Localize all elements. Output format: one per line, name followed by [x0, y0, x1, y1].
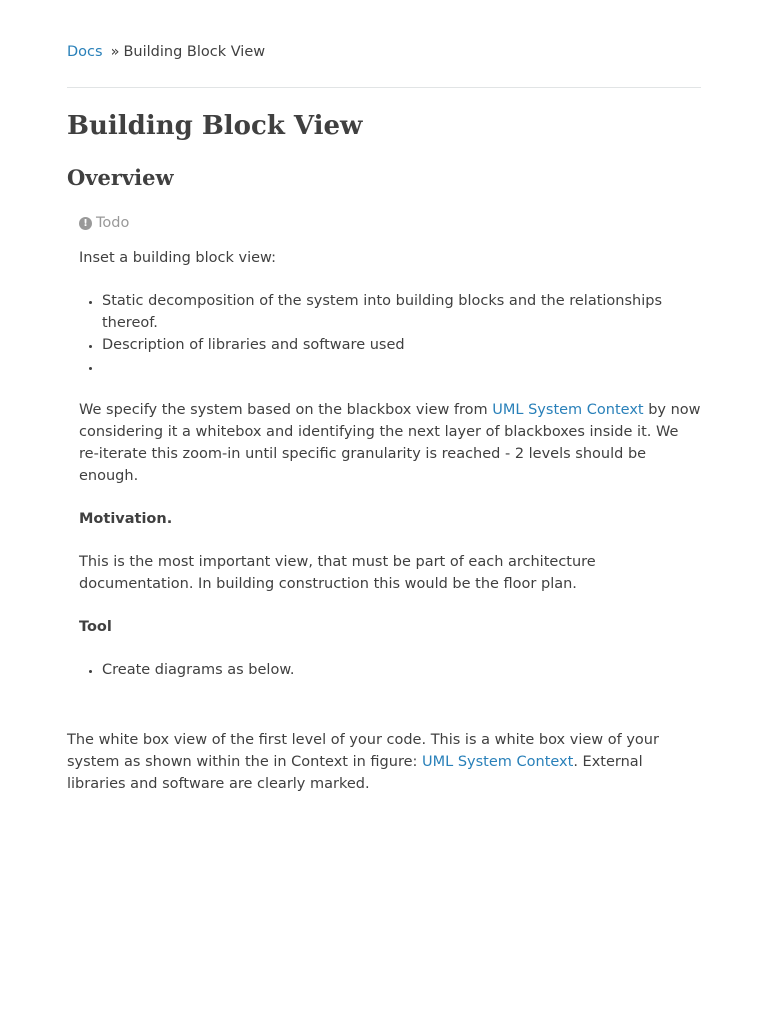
uml-system-context-link[interactable]: UML System Context: [422, 754, 574, 770]
document-page: [67, 0, 701, 795]
header-divider: [67, 87, 701, 88]
uml-system-context-link[interactable]: UML System Context: [492, 402, 644, 418]
spec-text-after: by now considering it a whitebox and identifying the next layer of blackboxes inside it. We re-iterate this zoom-in until specific granularity is reached - 2 levels should be enough.: [79, 402, 701, 484]
whitebox-paragraph: [67, 729, 701, 795]
todo-admonition: [79, 212, 701, 681]
spec-paragraph: [79, 399, 701, 487]
motivation-heading: Motivation.: [79, 511, 173, 527]
whitebox-text-after: . External libraries and software are clearly marked.: [67, 754, 643, 792]
todo-title-label: Todo: [96, 215, 130, 231]
tool-heading: Tool: [79, 619, 112, 635]
breadcrumb-current: Building Block View: [123, 44, 266, 60]
exclamation-circle-icon: !: [79, 217, 92, 230]
breadcrumb-separator: »: [110, 44, 120, 60]
breadcrumb: [67, 40, 701, 64]
spec-text-before: We specify the system based on the blackbox view from: [79, 402, 493, 418]
list-item: [102, 356, 701, 378]
todo-bullet-list: [79, 290, 701, 378]
whitebox-text-before: The white box view of the first level of your code. This is a white box view of your system as shown within the in Context in figure:: [67, 732, 659, 770]
todo-title: [79, 212, 701, 234]
list-item: • Create diagrams as below.: [102, 659, 701, 681]
tool-bullet-list: [79, 659, 701, 681]
page-title: Building Block View: [67, 111, 363, 141]
list-item: • Static decomposition of the system into building blocks and the relationships thereof.: [102, 290, 701, 334]
todo-intro: Inset a building block view:: [79, 250, 276, 266]
list-item: • Description of libraries and software used: [102, 334, 701, 356]
motivation-paragraph: This is the most important view, that must be part of each architecture documentation. In building construction this would be the floor plan.: [79, 554, 596, 592]
section-heading-overview: Overview: [67, 165, 174, 190]
breadcrumb-docs-link[interactable]: Docs: [67, 44, 103, 60]
